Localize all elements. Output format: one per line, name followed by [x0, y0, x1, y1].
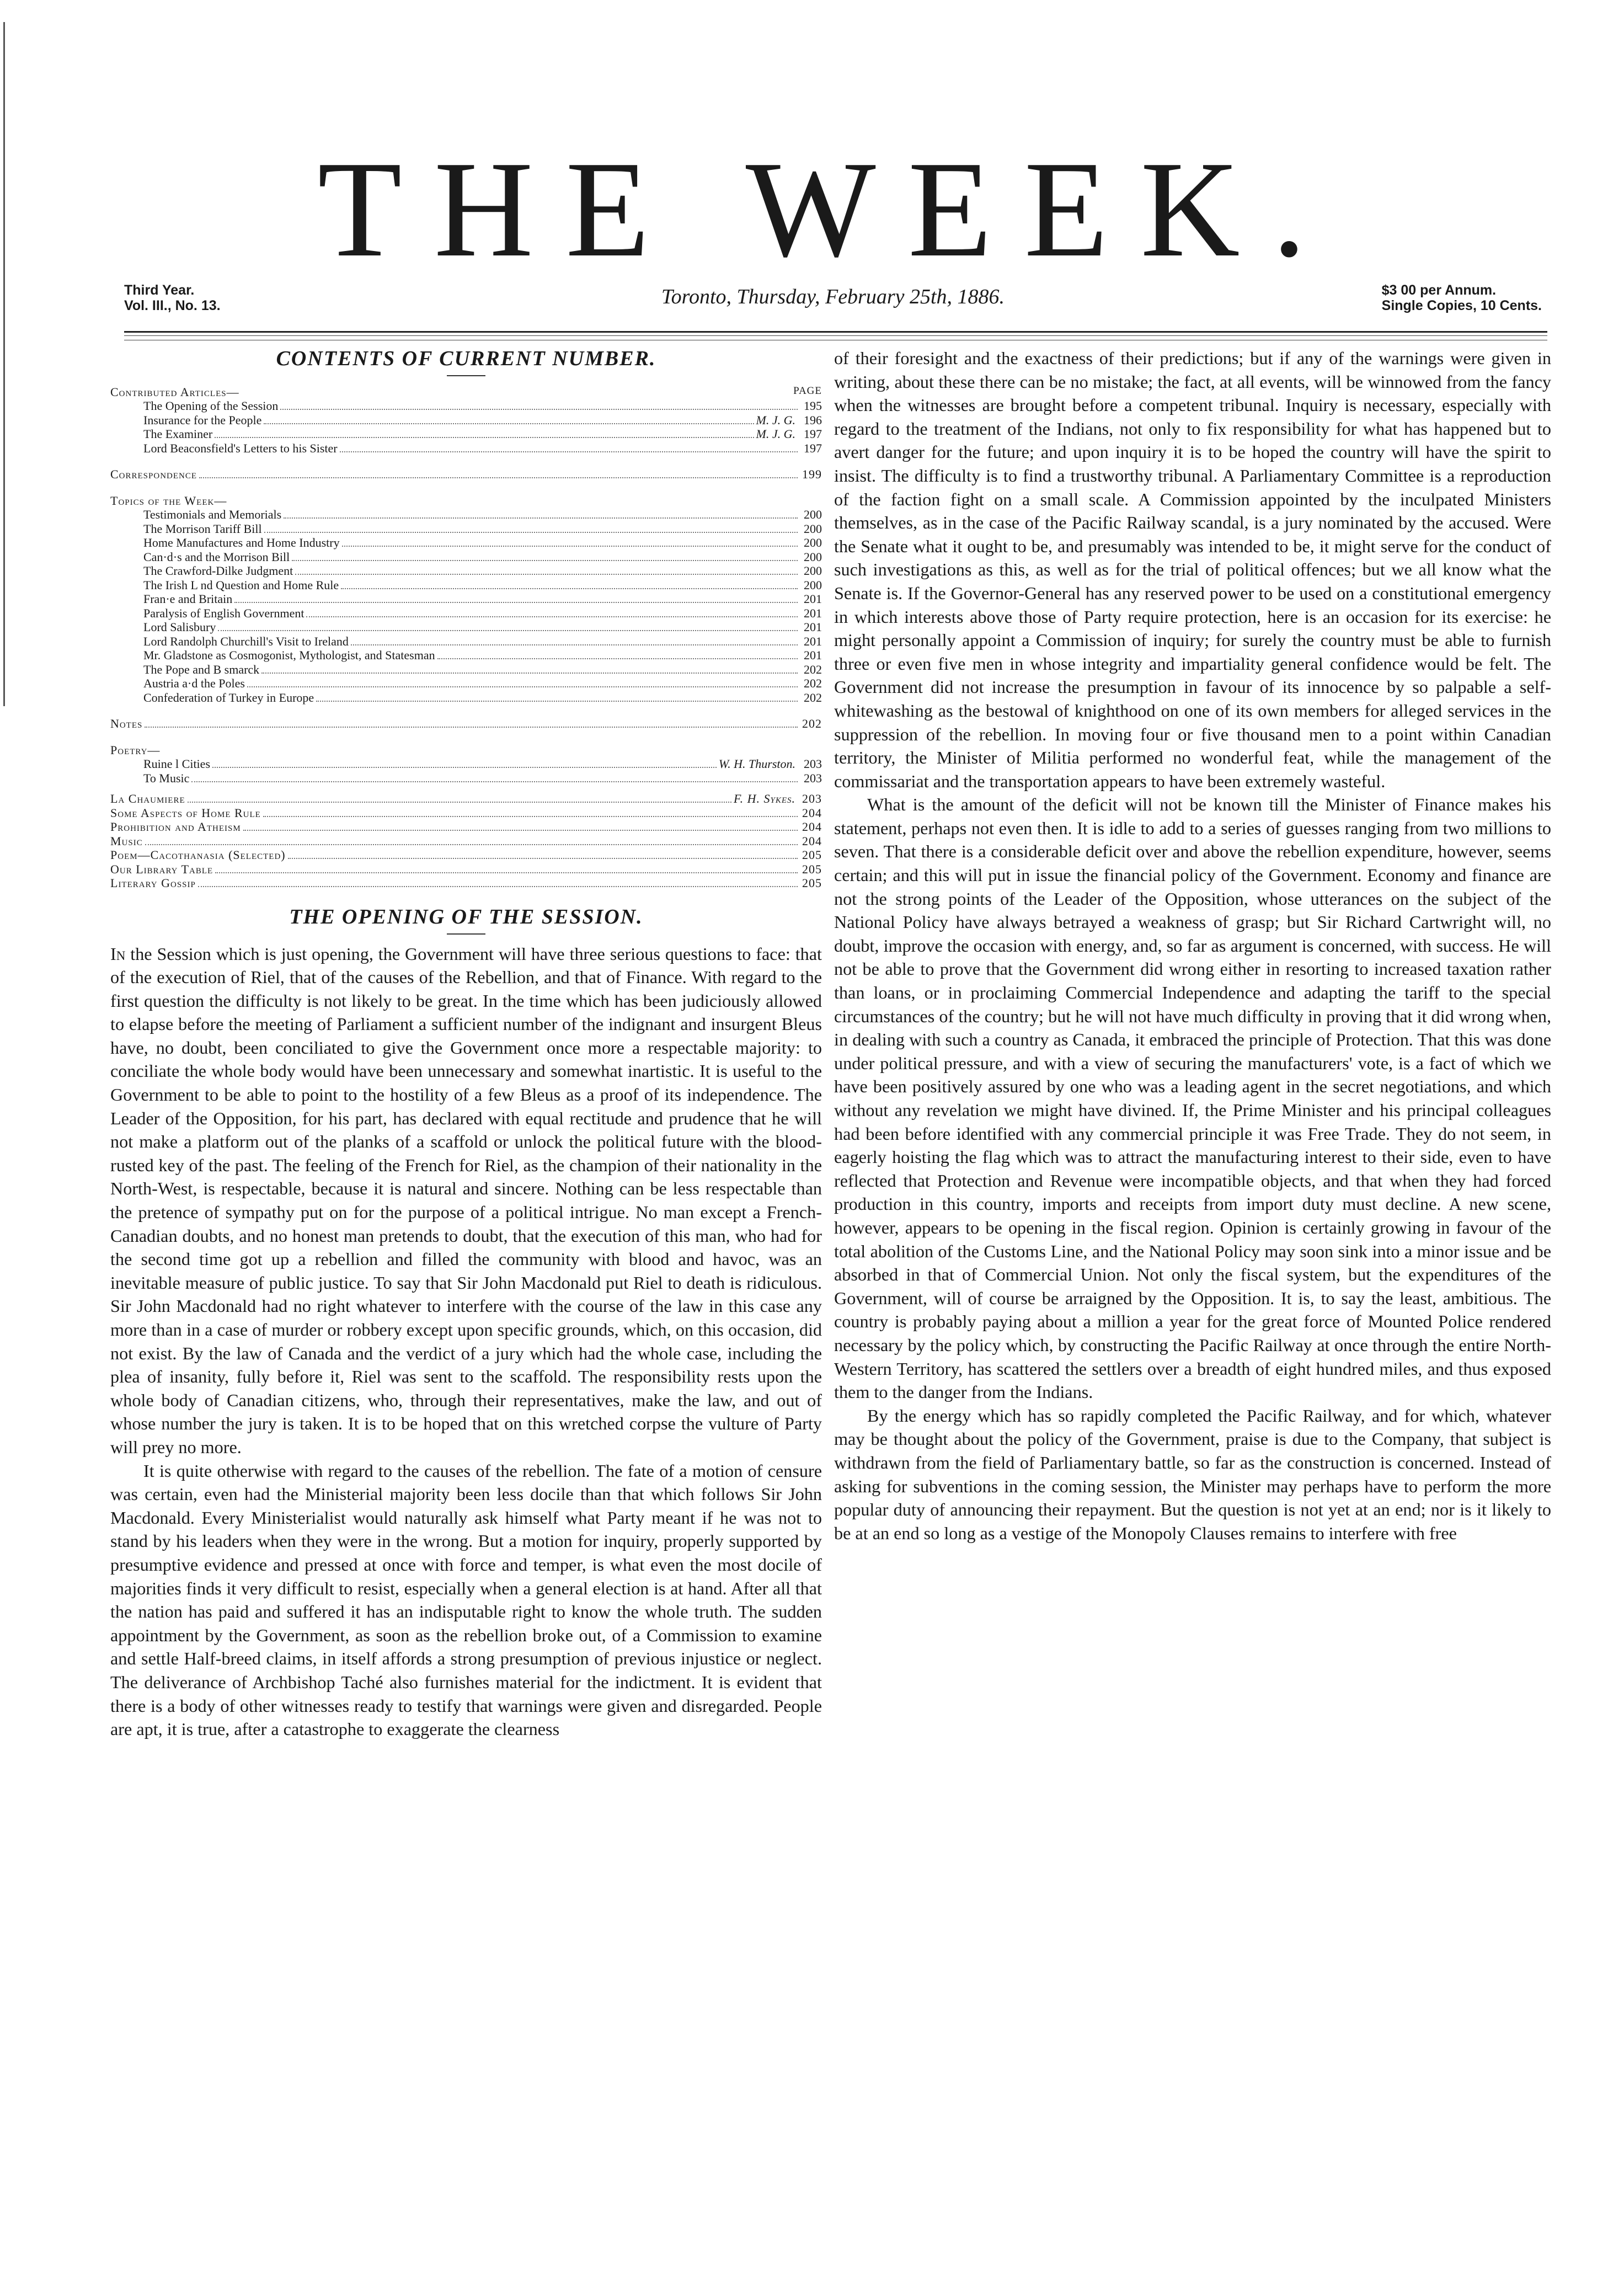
toc-entry-page: 201 — [804, 634, 822, 648]
toc-leader-dots — [215, 429, 754, 438]
toc-section-topics: Topics of the Week— — [110, 493, 227, 508]
toc-leader-dots — [145, 836, 798, 845]
toc-entry[interactable] — [110, 757, 822, 771]
toc-entry-title: The Examiner — [143, 427, 213, 441]
header-rule-mid — [124, 335, 1547, 336]
contents-heading-rule — [447, 375, 485, 376]
toc-entry[interactable] — [110, 663, 822, 677]
toc-leader-dots — [292, 552, 798, 561]
toc-entry-author: F. H. Sykes. — [734, 792, 795, 805]
toc-entry[interactable] — [110, 862, 822, 877]
toc-entry-page: 201 — [804, 592, 822, 606]
toc-entry-page: 204 — [802, 820, 822, 834]
toc-leader-dots — [340, 444, 798, 452]
toc-entry-title: Testimonials and Memorials — [143, 508, 282, 521]
right-column — [834, 346, 1551, 1545]
header-rule-top — [124, 331, 1547, 333]
toc-entry[interactable] — [110, 834, 822, 848]
toc-entry-page: 204 — [802, 805, 822, 820]
toc-entry-page: 201 — [804, 648, 822, 662]
masthead-title: THE WEEK. — [317, 133, 1339, 286]
toc-leader-dots — [288, 850, 798, 859]
toc-entry-page: 200 — [804, 549, 822, 564]
toc-entry[interactable] — [110, 578, 822, 593]
toc-entry-page: 204 — [802, 834, 822, 848]
toc-entry-page: 196 — [804, 413, 822, 427]
article-lead-word: In — [110, 943, 126, 964]
toc-entry-title: The Crawford-Dilke Judgment — [143, 564, 293, 578]
toc-entry-page: 197 — [804, 441, 822, 455]
toc-entry-title: Music — [110, 834, 143, 848]
toc-entry[interactable] — [110, 413, 822, 428]
price-info — [1382, 282, 1542, 313]
toc-entry-title: Mr. Gladstone as Cosmogonist, Mythologist, and Statesman — [143, 648, 435, 662]
toc-entry-title: La Chaumiere — [110, 792, 185, 805]
toc-entry-title: Fran·e and Britain — [143, 592, 233, 606]
toc-entry[interactable] — [110, 820, 822, 834]
single-copy-price: Single Copies, 10 Cents. — [1381, 298, 1542, 313]
toc-entry[interactable] — [110, 876, 822, 890]
toc-leader-dots — [316, 693, 798, 702]
toc-entry-page: 200 — [804, 508, 822, 521]
article-paragraph: What is the amount of the deficit will not be known till the Minister of Finance makes his statement, perhaps not even then. It is idle to add to a series of guesses ranging from two millions to seven. That there is a considerable deficit over and above the rebellion expenditure, however, seems certain; and this will put in issue the financial policy of the Government. Economy and finance are not the strong points of the Leader of the Opposition, whose utterances on the subject of the National Policy have always betrayed a weakness of grasp; but Sir Richard Cartwright will, no doubt, improve the occasion with energy, and, so far as argument is concerned, with success. He will not be able to prove that the Government did wrong either in resorting to increased taxation rather than loans, or in proclaiming Commercial Independence and adapting the tariff to the special circumstances of the country; but he will not have much difficulty in proving that it did wrong when, in dealing with such a country as Canada, it embraced the principle of Protection. That this was done under political pressure, and with a view of securing the manufacturers' vote, is a fact of which we have been positively assured by one who was a leading agent in the secret negotiations, and which without any revelation we might have divined. If, the Prime Minister and his principal colleagues had been before identified with any commercial principle it was Free Trade. They do not seem, in eagerly hoisting the flag which was to attract the manufacturing interest to their side, even to have reflected that Protection and Revenue were incompatible objects, and that when they had forced production in this country, imports and receipts from import duty must decline. A new scene, however, appears to be opening in the fiscal region. Opinion is certainly growing in favour of the total abolition of the Customs Line, and the National Policy may soon sink into a minor issue and be absorbed in that of Commercial Union. Not only the fiscal system, but the expenditures of the Government, will of course be arraigned by the Opposition. It is, to say the least, ambitious. The country is probably paying about a million a year for the great force of Mounted Police rendered necessary by the policy which, by constructing the Pacific Railway at once through the entire North-Western Territory, has scattered the settlers over a breadth of eight hundred miles, and thus exposed them to the danger from the Indians. — [834, 794, 1551, 1402]
toc-entry-title: The Pope and B smarck — [143, 662, 260, 676]
toc-entry-page: 205 — [802, 876, 822, 890]
toc-entry-title: Some Aspects of Home Rule — [110, 805, 261, 820]
toc-contributed-list — [110, 399, 822, 455]
toc-entry-title: The Irish L nd Question and Home Rule — [143, 578, 339, 592]
toc-entry[interactable] — [110, 691, 822, 705]
toc-entry-title: The Morrison Tariff Bill — [143, 521, 262, 536]
toc-entry-page: 203 — [804, 771, 822, 785]
toc-entry-title: Prohibition and Atheism — [110, 820, 241, 834]
toc-entry[interactable] — [110, 848, 822, 862]
toc-others-list — [110, 792, 822, 890]
toc-leader-dots — [218, 622, 798, 631]
toc-page-label: PAGE — [793, 385, 822, 397]
toc-entry[interactable] — [110, 427, 822, 441]
toc-entry[interactable] — [110, 771, 822, 786]
toc-leader-dots — [261, 665, 798, 674]
margin-rule — [3, 22, 5, 706]
toc-entry-author: M. J. G. — [756, 427, 795, 441]
article-paragraph: In the Session which is just opening, the Government will have three serious questions to face: that of the execution of Riel, that of the causes of the Rebellion, and that of Finance. With regard to the first question the difficulty is not likely to be great. In the time which has been judiciously allowed to elapse before the meeting of Parliament a sufficient number of the indignant and insurgent Bleus have, no doubt, been conciliated to give the Government once more a respectable majority: to conciliate the whole body would have been unnecessary and somewhat inartistic. It is useful to the Government to be able to point to the hostility of a few Bleus as a proof of its independence. The Leader of the Opposition, for his part, has declared with equal rectitude and prudence that he will not make a platform out of the planks of a scaffold or unlock the political future with the blood-rusted key of the past. The feeling of the French for Riel, as the champion of their nationality in the North-West, is respectable, because it is natural and sincere. Nothing can be less respectable than the pretence of sympathy put on for the purpose of a political intrigue. No man except a French-Canadian doubts, and no honest man pretends to doubt, that the execution of this man, who had for the second time got up a rebellion and filled the community with blood and havoc, was an inevitable measure of public justice. To say that Sir John Macdonald put Riel to death is ridiculous. Sir John Macdonald had no right whatever to interfere with the course of the law in this case any more than in a case of murder or robbery except upon specific grounds, which, on this occasion, did not exist. By the law of Canada and the verdict of a jury which had the whole case, including the plea of insanity, fully before it, Riel was sent to the scaffold. The responsibility rests upon the whole body of Canadian citizens, who, through their representatives, make the law, and out of whose number the jury is taken. It is to be hoped that on this wretched corpse the vulture of Party will prey no more. — [110, 943, 822, 1457]
toc-entry-title: Lord Beaconsfield's Letters to his Sister — [143, 441, 338, 455]
toc-notes[interactable]: Notes 202 — [110, 717, 822, 730]
toc-entry-title: Home Manufactures and Home Industry — [143, 536, 340, 549]
toc-leader-dots — [341, 580, 798, 589]
toc-entry-title: Austria a·d the Poles — [143, 676, 245, 690]
toc-entry[interactable] — [110, 522, 822, 536]
toc-entry[interactable] — [110, 676, 822, 691]
left-column — [110, 346, 822, 1741]
toc-entry[interactable] — [110, 620, 822, 634]
article-body-right — [834, 346, 1551, 1545]
toc-entry-page: 205 — [802, 862, 822, 876]
toc-entry-title: Our Library Table — [110, 862, 213, 876]
toc-entry-page: 197 — [804, 427, 822, 441]
toc-entry-title: Confederation of Turkey in Europe — [143, 690, 314, 704]
year-label: Third Year. — [124, 282, 195, 298]
toc-leader-dots — [280, 401, 798, 410]
toc-leader-dots — [212, 759, 717, 768]
toc-entry-page: 200 — [804, 536, 822, 549]
toc-entry[interactable] — [110, 536, 822, 550]
toc-section-poetry: Poetry— — [110, 743, 161, 757]
toc-entry-title: Poem—Cacothanasia (Selected) — [110, 848, 286, 862]
toc-entry-title: Lord Randolph Churchill's Visit to Ireland — [143, 634, 349, 648]
article-paragraph: By the energy which has so rapidly completed the Pacific Railway, and for which, whatever may be thought about the policy of the Government, praise is due to the Company, that subject is withdrawn from the field of Parliamentary battle, so far as the construction is concerned. Instead of asking for subventions in the coming session, the Minister may perhaps have to perform the more popular duty of announcing their repayment. But the question is not yet at an end; nor is it likely to be at an end so long as a vestige of the Monopoly Clauses remains to interfere with free — [834, 1405, 1551, 1543]
toc-entry-author: W. H. Thurston. — [718, 757, 795, 771]
toc-leader-dots — [295, 566, 798, 575]
toc-leader-dots — [306, 609, 798, 617]
toc-entry-page: 205 — [802, 848, 822, 862]
article-title-rule — [447, 933, 485, 935]
toc-entry[interactable] — [110, 441, 822, 456]
toc-topics-list — [110, 508, 822, 704]
toc-leader-dots — [437, 650, 798, 659]
toc-entry-title: Literary Gossip — [110, 876, 196, 890]
toc-entry[interactable] — [110, 792, 822, 806]
article-paragraph: It is quite otherwise with regard to the causes of the rebellion. The fate of a motion of censure was certain, even had the Ministerial majority been less docile than that which follows Sir John Macdonald. Every Ministerialist would naturally ask himself what Party meant if he was not to stand by his leaders when they were in the wrong. But a motion for inquiry, properly supported by presumptive evidence and pressed at once with force and temper, is what even the most docile of majorities finds it very difficult to resist, especially when a general election is at hand. After all that the nation has paid and suffered it has an indisputable right to know the whole truth. The sudden appointment by the Government, as soon as the rebellion broke out, of a Commission to examine and settle Half-breed claims, in itself affords a strong presumption of previous injustice or neglect. The deliverance of Archbishop Taché also furnishes material for the indictment. It is evident that there is a body of other witnesses ready to testify that warnings were given and disregarded. People are apt, it is true, after a catastrophe to exaggerate the clearness — [110, 1460, 822, 1739]
toc-entry-title: Paralysis of English Government — [143, 606, 304, 620]
toc-entry[interactable] — [110, 592, 822, 606]
toc-entry-page: 202 — [804, 662, 822, 676]
contents-heading: CONTENTS OF CURRENT NUMBER. — [276, 347, 656, 370]
toc-entry-page: 202 — [804, 676, 822, 690]
toc-entry[interactable] — [110, 606, 822, 621]
article-paragraph: of their foresight and the exactness of their predictions; but if any of the warnings were given in writing, about these there can be no mistake; the fact, at all events, will be winnowed from the fancy when the witnesses are brought before a competent tribunal. Inquiry is necessary, especially with regard to the treatment of the Indians, not only to fix responsibility for what has happened but to avert danger for the future; and upon inquiry it is to be hoped the country will have the spirit to insist. The difficulty is to find a trustworthy tribunal. A Parliamentary Committee is a reproduction of the faction fight on a small scale. A Commission appointed by the inculpated Ministers themselves, as in the case of the Pacific Railway scandal, is a jury nominated by the accused. Were the Senate what it ought to be, and presumably was intended to be, it might serve for the conduct of such investigations as this, as well as for the trial of political offences; but we all know what the Senate is. If the Governor-General has any reserved power to be used on a constitutional emergency in which interests above those of Party require protection, here is an occasion for its exercise: he might personally appoint a Commission of inquiry; for surely the country must be able to furnish three or even five men in whose integrity and impartiality general confidence would be felt. The Government did not increase the presumption in favour of its innocence by so palpable a self-whitewashing as the bestowal of knighthood on one of its own members for alleged services in the suppression of the rebellion. In moving four or five thousand men to a point within Canadian territory, the Minister of Militia performed no wonderful feat, while the management of the commissariat and the transportation appears to have been extremely wasteful. — [834, 348, 1551, 791]
toc-entry-page: 200 — [804, 564, 822, 578]
toc-entry[interactable] — [110, 550, 822, 564]
toc-leader-dots — [188, 794, 731, 803]
toc-entry[interactable] — [110, 648, 822, 663]
toc-leader-dots — [247, 679, 798, 687]
toc-entry-page: 203 — [802, 792, 822, 805]
toc-leader-dots — [198, 878, 798, 887]
toc-entry[interactable] — [110, 399, 822, 413]
article-body-left — [110, 942, 822, 1741]
toc-entry[interactable] — [110, 508, 822, 522]
article-title: THE OPENING OF THE SESSION. — [289, 905, 643, 928]
toc-leader-dots — [351, 637, 798, 645]
toc-entry-title: Insurance for the People — [143, 413, 262, 427]
toc-entry-title: To Music — [143, 771, 190, 785]
toc-entry-page: 200 — [804, 521, 822, 536]
annual-price: $3 00 per Annum. — [1381, 282, 1497, 298]
toc-leader-dots — [264, 415, 754, 424]
toc-entry-page: 201 — [804, 620, 822, 634]
toc-entry-title: Lord Salisbury — [143, 620, 216, 634]
toc-entry-title: The Opening of the Session — [143, 399, 279, 413]
toc-leader-dots — [234, 594, 798, 603]
toc-entry-page: 201 — [804, 606, 822, 620]
toc-correspondence[interactable]: Correspondence 199 — [110, 467, 822, 481]
table-of-contents — [110, 384, 822, 890]
toc-entry-page: 203 — [804, 757, 822, 771]
toc-entry-page: 202 — [804, 690, 822, 704]
volume-label: Vol. III., No. 13. — [124, 298, 221, 313]
toc-leader-dots — [191, 773, 798, 782]
toc-leader-dots — [284, 510, 798, 519]
toc-leader-dots — [263, 808, 798, 817]
toc-entry-page: 200 — [804, 578, 822, 592]
toc-poetry-list — [110, 757, 822, 785]
toc-leader-dots — [342, 538, 798, 547]
toc-entry-title: Ruine l Cities — [143, 757, 210, 771]
toc-section-contributed: Contributed Articles— — [110, 385, 239, 399]
toc-entry-author: M. J. G. — [756, 413, 795, 427]
toc-entry-page: 195 — [804, 399, 822, 413]
toc-entry-title: Can·d·s and the Morrison Bill — [143, 549, 290, 564]
dateline: Toronto, Thursday, February 25th, 1886. — [661, 285, 1005, 308]
toc-entry[interactable] — [110, 806, 822, 820]
issue-info-row — [124, 282, 1542, 327]
toc-leader-dots — [243, 822, 798, 831]
toc-leader-dots — [264, 524, 798, 533]
toc-entry[interactable] — [110, 564, 822, 578]
toc-entry[interactable] — [110, 634, 822, 649]
toc-leader-dots — [215, 864, 798, 873]
